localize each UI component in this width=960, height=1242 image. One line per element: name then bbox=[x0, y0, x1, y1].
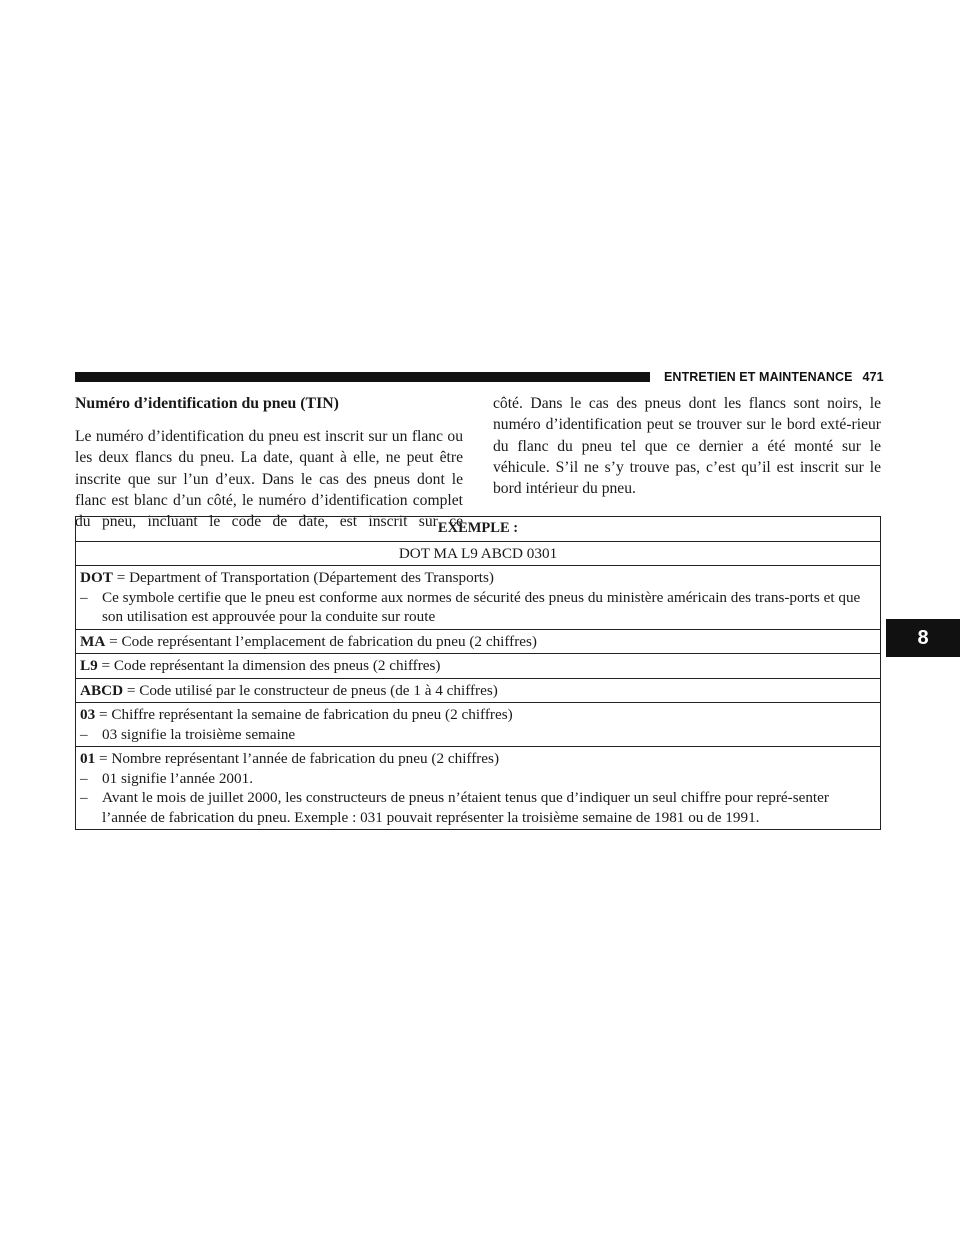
row-term: 03 bbox=[80, 706, 96, 723]
dash-glyph: – bbox=[80, 725, 88, 743]
row-definition: = Department of Transportation (Département des Transports) bbox=[112, 569, 494, 586]
row-term: L9 bbox=[80, 657, 98, 674]
table-cell bbox=[76, 629, 881, 654]
left-column bbox=[75, 393, 463, 532]
table-row bbox=[76, 678, 881, 703]
row-note: Avant le mois de juillet 2000, les constructeurs de pneus n’étaient tenus que d’indiquer un seul chiffre pour repré-senter l’année de fabrication du pneu. Exemple : 031 pouvait représenter la troisième semaine de 1981 ou de 1991. bbox=[102, 789, 829, 826]
table-title-row bbox=[76, 517, 881, 542]
row-definition: = Code utilisé par le constructeur de pneus (de 1 à 4 chiffres) bbox=[123, 681, 498, 699]
right-column bbox=[493, 393, 881, 499]
row-note: 01 signifie l’année 2001. bbox=[102, 769, 253, 787]
dash-glyph: – bbox=[80, 588, 88, 606]
row-term: ABCD bbox=[80, 681, 124, 699]
header-rule bbox=[75, 372, 650, 382]
table-cell bbox=[76, 654, 881, 679]
row-term: DOT bbox=[80, 569, 113, 586]
row-definition: = Code représentant la dimension des pneus (2 chiffres) bbox=[97, 657, 441, 674]
table-row bbox=[76, 566, 881, 630]
row-note: 03 signifie la troisième semaine bbox=[102, 725, 296, 743]
table-cell bbox=[76, 678, 881, 703]
row-term: MA bbox=[80, 632, 106, 650]
table-row bbox=[76, 654, 881, 679]
body-paragraph-right: côté. Dans le cas des pneus dont les flancs sont noirs, le numéro d’identification peut se trouver sur le bord exté-rieur du flanc du pneu tel que ce dernier a été monté sur le véhicule. S’il ne s’y trouve pas, c’est qu’il est inscrit sur le bord intérieur du pneu. bbox=[493, 395, 881, 498]
table-row bbox=[76, 629, 881, 654]
dash-glyph: – bbox=[80, 769, 88, 787]
table-title: EXEMPLE : bbox=[76, 517, 881, 542]
body-paragraph-left: Le numéro d’identification du pneu est inscrit sur un flanc ou les deux flancs du pneu. La date, quant à elle, ne peut être inscrite que sur l’un d’eux. Dans le cas des pneus dont le flanc est blanc d’un côté, le numéro d’identification complet du pneu, incluant le code de date, est inscrit sur ce bbox=[75, 428, 463, 531]
row-note: Ce symbole certifie que le pneu est conforme aux normes de sécurité des pneus du ministère américain des trans-ports et que son utilisation est approuvée pour la conduite sur route bbox=[102, 588, 861, 625]
page-number: 471 bbox=[862, 370, 884, 384]
table-row bbox=[76, 747, 881, 830]
tin-example-code: DOT MA L9 ABCD 0301 bbox=[76, 541, 881, 566]
table-example-row bbox=[76, 541, 881, 566]
chapter-tab: 8 bbox=[886, 619, 960, 657]
running-header bbox=[664, 370, 884, 384]
row-definition: = Chiffre représentant la semaine de fabrication du pneu (2 chiffres) bbox=[95, 706, 513, 723]
table-cell bbox=[76, 703, 881, 747]
table-cell bbox=[76, 747, 881, 830]
row-definition: = Nombre représentant l’année de fabrication du pneu (2 chiffres) bbox=[95, 750, 500, 767]
dash-glyph: – bbox=[80, 789, 88, 806]
row-definition: = Code représentant l’emplacement de fabrication du pneu (2 chiffres) bbox=[105, 632, 537, 650]
table-row bbox=[76, 703, 881, 747]
row-term: 01 bbox=[80, 750, 96, 767]
table-cell bbox=[76, 566, 881, 630]
tin-example-table bbox=[75, 516, 881, 830]
section-heading: Numéro d’identification du pneu (TIN) bbox=[75, 395, 339, 412]
header-section-title: ENTRETIEN ET MAINTENANCE bbox=[664, 370, 853, 384]
